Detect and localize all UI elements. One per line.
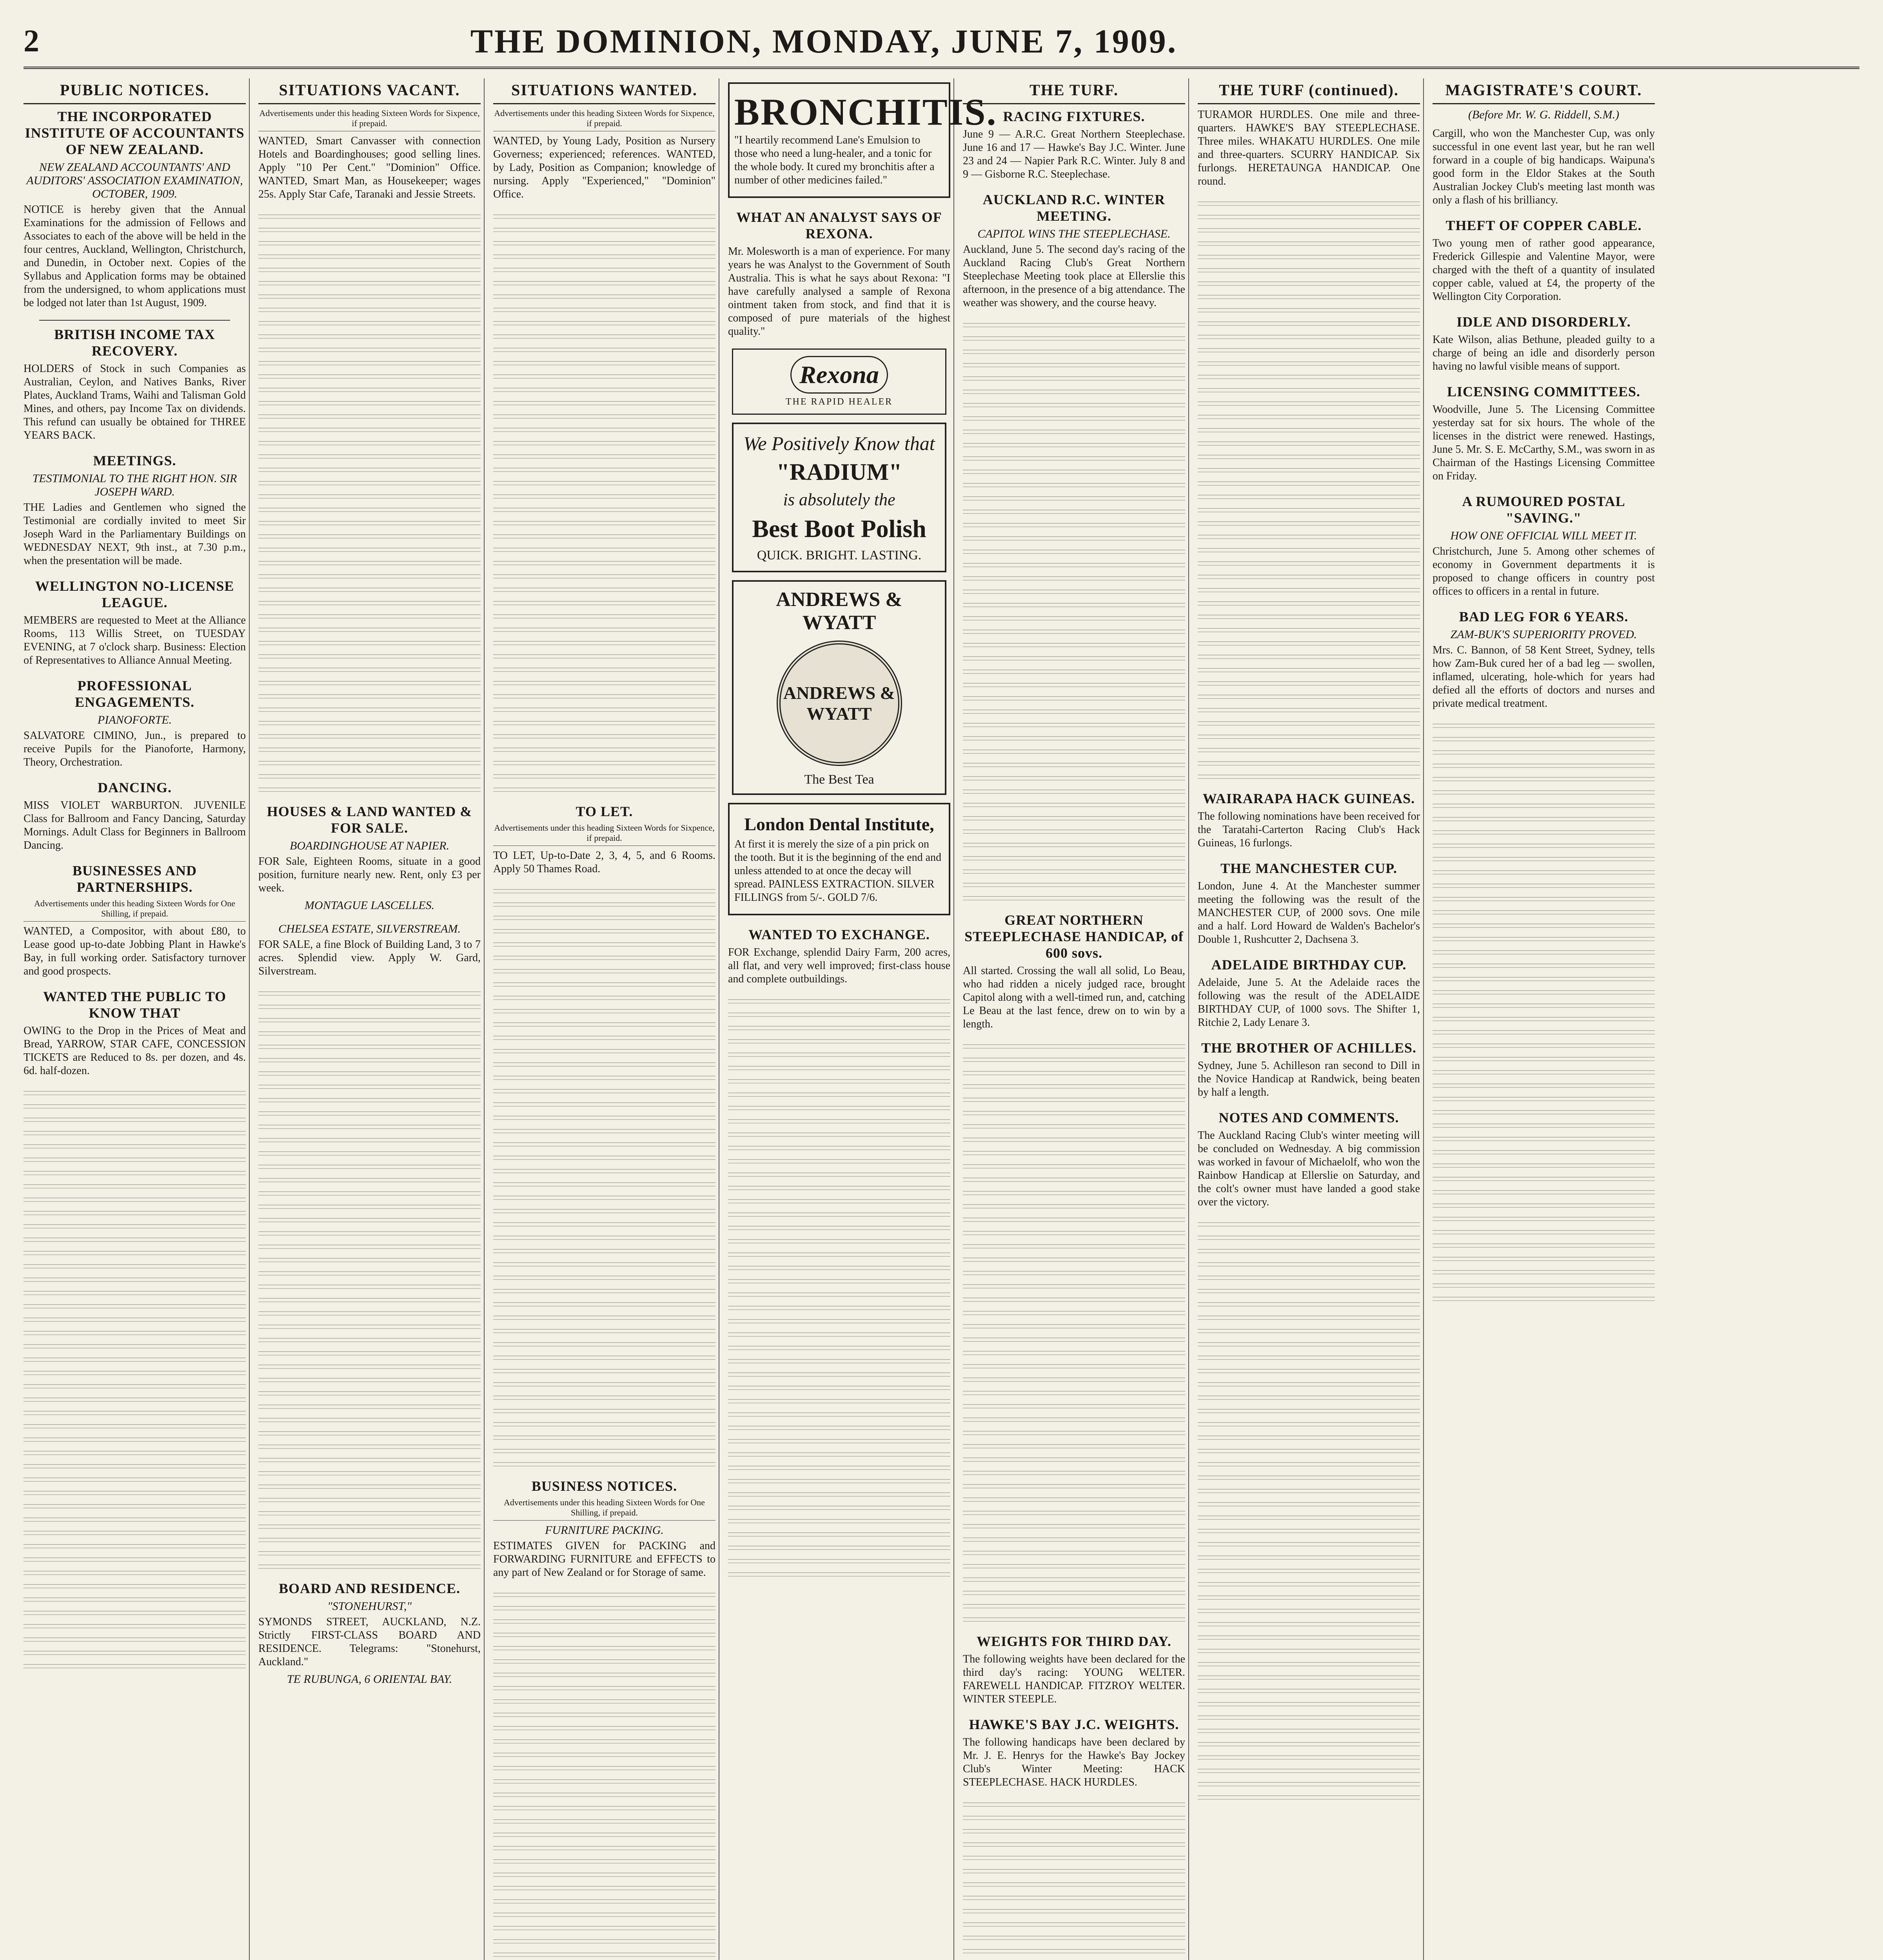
small-print [1198, 1219, 1420, 1807]
section-subtitle: MONTAGUE LASCELLES. [304, 899, 435, 912]
section-body: TURAMOR HURDLES. One mile and three-quarters. HAWKE'S BAY STEEPLECHASE. Three miles. WHAKATU HURDLES. One mile and three-quarters. SCURRY HANDICAP. Six furlongs. HERETAUNGA HANDICAP. One round. [1198, 109, 1420, 187]
section-title: HAWKE'S BAY J.C. WEIGHTS. [969, 1717, 1179, 1732]
section-body: Two young men of rather good appearance, Frederick Gillespie and Valentine Mayor, were charged with the theft of a quantity of insulated copper cable, valued at £4, the property of the Wellington City Corporation. [1433, 237, 1655, 303]
notice-body: OWING to the Drop in the Prices of Meat and Bread, YARROW, STAR CAFE, CONCESSION TICKETS are Reduced to 8s. per dozen, and 4s. 6d. half-dozen. [24, 1025, 246, 1077]
great-northern-steeplechase [963, 912, 1185, 1031]
ad-product: Best Boot Polish [752, 515, 926, 543]
adelaide-birthday-cup [1198, 956, 1420, 1029]
section-heading: PUBLIC NOTICES. [24, 78, 246, 104]
section-body: Kate Wilson, alias Bethune, pleaded guilty to a charge of being an idle and disorderly person having no lawful visible means of support. [1433, 334, 1655, 372]
section-title: TO LET. [576, 804, 633, 819]
section-title: DANCING. [97, 780, 172, 795]
section-body: Woodville, June 5. The Licensing Committee yesterday sat for six hours. The whole of the licenses in the district were renewed. Hastings, June 5. Mr. S. E. McCarthy, S.M., was sworn in as Chairman of the Hastings Licensing Committee on Friday. [1433, 403, 1655, 482]
notice-no-license-league [24, 578, 246, 667]
column-advertisements [728, 78, 997, 1960]
classified-body: WANTED, by Young Lady, Position as Nursery Governess; experienced; references. WANTED, by Lady, Position as Companion; knowledge of nursing. Apply "Experienced," "Dominion" Office. [493, 135, 715, 200]
small-print [493, 1590, 715, 1960]
small-print [258, 211, 481, 799]
section-title: IDLE AND DISORDERLY. [1456, 314, 1631, 330]
section-subtitle: PIANOFORTE. [97, 713, 172, 726]
seal-emblem: ANDREWS & WYATT [777, 641, 902, 766]
ad-brand: ANDREWS & WYATT [776, 588, 902, 634]
wairarapa-hack-guineas [1198, 790, 1420, 850]
small-print [963, 1041, 1185, 1629]
notice-star-cafe [24, 988, 246, 1078]
section-lead: Advertisements under this heading Sixteen Words for Sixpence, if prepaid. [258, 108, 481, 131]
to-let [493, 803, 715, 876]
board-residence [258, 1580, 481, 1686]
section-body: SALVATORE CIMINO, Jun., is prepared to receive Pupils for the Pianoforte, Harmony, Theory, Orchestration. [24, 730, 246, 768]
column-turf-continued [1198, 78, 1424, 1960]
section-subtitle: ZAM-BUK'S SUPERIORITY PROVED. [1450, 628, 1637, 641]
ad-london-dental [728, 803, 950, 915]
column-public-notices [24, 78, 250, 1960]
small-print [963, 1799, 1185, 1960]
column-turf [963, 78, 1189, 1960]
section-title: WANTED TO EXCHANGE. [748, 927, 930, 942]
notice-accountants [24, 108, 246, 310]
small-print [493, 886, 715, 1474]
hawkes-bay-weights [963, 1716, 1185, 1789]
small-print [728, 996, 950, 1584]
section-body: FOR Exchange, splendid Dairy Farm, 200 acres, all flat, and very well improved; first-class house and complete outbuildings. [728, 946, 950, 985]
chelsea-estate [258, 922, 481, 978]
small-print [963, 320, 1185, 908]
column-situations-vacant [258, 78, 485, 1960]
section-subtitle: CAPITOL WINS THE STEEPLECHASE. [977, 227, 1171, 240]
columns [24, 78, 1859, 1960]
section-subtitle: CHELSEA ESTATE, SILVERSTREAM. [278, 922, 461, 935]
notice-body: HOLDERS of Stock in such Companies as Australian, Ceylon, and Natives Banks, River Plates, Auckland Trams, Waihi and Talisman Gold Mines, and others, pay Income Tax on dividends. This refund can usually be obtained for THREE YEARS BACK. [24, 363, 246, 441]
wanted-to-exchange [728, 926, 950, 986]
section-title: THEFT OF COPPER CABLE. [1445, 218, 1642, 233]
section-body: The following nominations have been received for the Taratahi-Carterton Racing Club's Hack Guineas, 16 furlongs. [1198, 810, 1420, 849]
theft-copper-cable [1433, 217, 1655, 303]
article-title: WHAT AN ANALYST SAYS OF REXONA. [736, 209, 942, 241]
professional-engagements [24, 677, 246, 769]
ad-body: "I heartily recommend Lane's Emulsion to those who need a lung-healer, and a tonic for the whole body. It cured my bronchitis after a number of other medicines failed." [734, 134, 935, 186]
section-body: All started. Crossing the wall all solid, Lo Beau, who had ridden a nicely judged race, brought Capitol along with a well-timed run, and, catching Le Beau at the last fence, drew on to win by a length. [963, 965, 1185, 1030]
zam-buk-article [1433, 608, 1655, 710]
section-body: Christchurch, June 5. Among other schemes of economy in Government departments it is proposed to change officers in country post offices to officers in a rental in future. [1433, 545, 1655, 597]
section-heading: SITUATIONS VACANT. [258, 78, 481, 104]
section-subtitle: FURNITURE PACKING. [545, 1524, 664, 1537]
ad-rexona [732, 348, 946, 415]
dancing-section [24, 779, 246, 852]
meetings-subtitle: TESTIMONIAL TO THE RIGHT HON. SIR JOSEPH WARD. [32, 472, 237, 498]
masthead [24, 16, 1859, 69]
section-title: NOTES AND COMMENTS. [1218, 1110, 1399, 1125]
page-number: 2 [24, 24, 39, 58]
notice-body: MEMBERS are requested to Meet at the Alliance Rooms, 113 Willis Street, on TUESDAY EVENING, at 7 o'clock sharp. Business: Election of Representatives to Alliance Annual Meeting. [24, 614, 246, 666]
rexona-tagline: THE RAPID HEALER [785, 397, 893, 407]
section-subtitle: TE RUBUNGA, 6 ORIENTAL BAY. [287, 1673, 452, 1686]
meetings-section [24, 452, 246, 568]
section-body: London, June 4. At the Manchester summer meeting the following was the result of the MANCHESTER CUP, of 2000 sovs. One mile and a half. Lord Howard de Walden's Bachelor's Double 1, Rushcutter 2, Dachsena 3. [1198, 880, 1420, 946]
ad-brand: "RADIUM" [776, 459, 902, 485]
section-body: Cargill, who won the Manchester Cup, was only successful in one event last year, but he ran well forward in a couple of big handicaps. Waipuna's good form in the Eldor Stakes at the South Australian Jockey Club's meeting last month was only a flash of his brilliancy. [1433, 127, 1655, 206]
classified-body: WANTED, Smart Canvasser with connection Hotels and Boardinghouses; good selling lines. Apply "10 Per Cent." "Dominion" Office. WANTED, Smart Man, as Housekeeper; wages 25s. Apply Star Cafe, Taranaki and Jessie Streets. [258, 135, 481, 200]
divider [39, 320, 230, 321]
section-lead: Advertisements under this heading Sixteen Words for One Shilling, if prepaid. [24, 898, 246, 922]
section-title: BOARD AND RESIDENCE. [278, 1581, 461, 1596]
section-body: June 9 — A.R.C. Great Northern Steeplechase. June 16 and 17 — Hawke's Bay J.C. Winter. June 23 and 24 — Napier Park R.C. Winter. July 8 and 9 — Gisborne R.C. Steeplechase. [963, 128, 1185, 180]
small-print [1198, 198, 1420, 786]
section-title: WAIRARAPA HACK GUINEAS. [1202, 791, 1415, 806]
notes-and-comments [1198, 1109, 1420, 1209]
section-body: The following handicaps have been declared by Mr. J. E. Henrys for the Hawke's Bay Jockey Club's Winter Meeting: HACK STEEPLECHASE. HACK HURDLES. [963, 1736, 1185, 1788]
section-title: BUSINESS NOTICES. [531, 1478, 677, 1494]
section-body: Auckland, June 5. The second day's racing of the Auckland Racing Club's Great Northern Steeplechase Meeting took place at Ellerslie this afternoon, in the presence of a big attendance. The weather was showery, and the course heavy. [963, 243, 1185, 309]
section-title: BAD LEG FOR 6 YEARS. [1459, 609, 1629, 624]
newspaper-title: THE DOMINION, MONDAY, JUNE 7, 1909. [470, 22, 1178, 60]
licensing-committees [1433, 383, 1655, 483]
section-body: The Auckland Racing Club's winter meeting will be concluded on Wednesday. A big commission was worked in favour of Michaelolf, who won the Rainbow Handicap at Ellerslie on Saturday, and the colt's owner must have landed a good stake over the victory. [1198, 1129, 1420, 1208]
ad-line: We Positively Know that [743, 432, 935, 454]
ad-radium-boot-polish [732, 423, 946, 572]
section-subtitle: (Before Mr. W. G. Riddell, S.M.) [1468, 108, 1620, 121]
section-body: MISS VIOLET WARBURTON. JUVENILE Class for Ballroom and Fancy Dancing, Saturday Mornings. Adult Class for Beginners in Ballroom Dancing. [24, 799, 246, 851]
notice-income-tax [24, 326, 246, 442]
ad-tagline: The Best Tea [804, 772, 874, 787]
business-notices [493, 1478, 715, 1579]
section-body: FOR Sale, Eighteen Rooms, situate in a good position, furniture nearly new. Rent, only £3 per week. [258, 855, 481, 894]
section-title: HOUSES & LAND WANTED & FOR SALE. [267, 804, 472, 836]
article-body: Mr. Molesworth is a man of experience. For many years he was Analyst to the Government of South Australia. This is what he says about Rexona: "I have carefully analysed a sample of Rexona ointment taken from stock, and find that it is composed of pure materials of the highest quality." [728, 245, 950, 338]
section-title: WEIGHTS FOR THIRD DAY. [977, 1633, 1171, 1649]
section-heading: THE TURF (continued). [1198, 78, 1420, 104]
section-body: Mrs. C. Bannon, of 58 Kent Street, Sydney, tells how Zam-Buk cured her of a bad leg — swollen, inflamed, ulcerating, hole-which for years had defied all the efforts of doctors and nurses and private medical treatment. [1433, 644, 1655, 710]
ad-body: At first it is merely the size of a pin prick on the tooth. But it is the beginning of the end and unless attended to at once the decay will spread. PAINLESS EXTRACTION. SILVER FILLINGS from 5/-. GOLD 7/6. [734, 838, 942, 904]
notice-body: NOTICE is hereby given that the Annual Examinations for the admission of Fellows and Associates to each of the above will be held in the four centres, Auckland, Wellington, Christchurch, and Dunedin, in October next. Copies of the Syllabus and Application forms may be obtained from the undersigned, to whom applications must be lodged not later than 1st August, 1909. [24, 203, 246, 309]
section-title: PROFESSIONAL ENGAGEMENTS. [74, 678, 195, 710]
section-subtitle: "STONEHURST," [327, 1600, 412, 1613]
rexona-logo: Rexona [790, 356, 888, 394]
brother-of-achilles [1198, 1040, 1420, 1099]
notice-title: THE INCORPORATED INSTITUTE OF ACCOUNTANTS OF NEW ZEALAND. [25, 109, 245, 157]
weights-third-day [963, 1633, 1185, 1706]
notice-subtitle: NEW ZEALAND ACCOUNTANTS' AND AUDITORS' ASSOCIATION EXAMINATION, OCTOBER, 1909. [26, 161, 243, 200]
section-title: AUCKLAND R.C. WINTER MEETING. [982, 192, 1166, 224]
section-title: THE BROTHER OF ACHILLES. [1201, 1040, 1416, 1056]
postal-saving [1433, 493, 1655, 598]
section-body: Adelaide, June 5. At the Adelaide races the following was the result of the ADELAIDE BIRTHDAY CUP, of 1000 sovs. The Shifter 1, Ritchie 2, Lady Lenare 3. [1198, 976, 1420, 1029]
article-rexona-analyst [728, 209, 950, 338]
section-title: LICENSING COMMITTEES. [1447, 384, 1641, 399]
section-lead: Advertisements under this heading Sixteen Words for Sixpence, if prepaid. [493, 823, 715, 846]
section-lead: Advertisements under this heading Sixteen Words for Sixpence, if prepaid. [493, 108, 715, 131]
ad-headline: BRONCHITIS. [734, 91, 997, 133]
idle-disorderly [1433, 314, 1655, 373]
section-lead: Advertisements under this heading Sixteen Words for One Shilling, if prepaid. [493, 1497, 715, 1521]
section-heading: MAGISTRATE'S COURT. [1433, 78, 1655, 104]
auckland-winter-meeting [963, 191, 1185, 310]
notice-title: WELLINGTON NO-LICENSE LEAGUE. [35, 578, 234, 610]
racing-fixtures [963, 108, 1185, 181]
section-title: THE MANCHESTER CUP. [1220, 860, 1397, 876]
notice-title: WANTED THE PUBLIC TO KNOW THAT [43, 989, 227, 1021]
ad-slogan: QUICK. BRIGHT. LASTING. [757, 548, 922, 563]
notice-title: BRITISH INCOME TAX RECOVERY. [54, 327, 215, 359]
small-print [493, 211, 715, 799]
section-body: ESTIMATES GIVEN for PACKING and FORWARDING FURNITURE and EFFECTS to any part of New Zealand or for Storage of same. [493, 1540, 715, 1579]
section-body: Sydney, June 5. Achilleson ran second to Dill in the Novice Handicap at Randwick, being beaten by half a length. [1198, 1060, 1420, 1098]
section-subtitle: BOARDINGHOUSE AT NAPIER. [290, 839, 449, 852]
ad-headline: London Dental Institute, [744, 814, 934, 834]
section-heading: THE TURF. [963, 78, 1185, 104]
ad-line: is absolutely the [783, 490, 895, 509]
column-situations-wanted [493, 78, 719, 1960]
small-print [1433, 720, 1655, 1308]
section-body: SYMONDS STREET, AUCKLAND, N.Z. Strictly FIRST-CLASS BOARD AND RESIDENCE. Telegrams: "Stonehurst, Auckland." [258, 1616, 481, 1668]
meetings-body: THE Ladies and Gentlemen who signed the Testimonial are cordially invited to meet Sir Joseph Ward in the Parliamentary Buildings on WEDNESDAY NEXT, 9th inst., at 7.30 p.m., when the presentation will be made. [24, 501, 246, 567]
section-body: WANTED, a Compositor, with about £80, to Lease good up-to-date Jobbing Plant in Hawke's Bay, in full working order. Satisfactory turnover and good prospects. [24, 925, 246, 977]
section-title: RACING FIXTURES. [1003, 109, 1145, 124]
section-body: TO LET, Up-to-Date 2, 3, 4, 5, and 6 Rooms. Apply 50 Thames Road. [493, 849, 715, 875]
column-magistrates-court [1433, 78, 1658, 1960]
small-print [258, 988, 481, 1576]
manchester-cup [1198, 860, 1420, 946]
section-body: The following weights have been declared for the third day's racing: YOUNG WELTER. FAREWELL HANDICAP. FITZROY WELTER. WINTER STEEPLE. [963, 1653, 1185, 1705]
houses-land [258, 803, 481, 912]
section-title: BUSINESSES AND PARTNERSHIPS. [72, 863, 197, 895]
section-heading: SITUATIONS WANTED. [493, 78, 715, 104]
section-title: A RUMOURED POSTAL "SAVING." [1462, 494, 1625, 526]
section-title: ADELAIDE BIRTHDAY CUP. [1211, 957, 1407, 973]
businesses-partnerships [24, 862, 246, 978]
section-subtitle: HOW ONE OFFICIAL WILL MEET IT. [1450, 529, 1637, 542]
ad-andrews-wyatt [732, 580, 946, 795]
meetings-title: MEETINGS. [93, 453, 176, 468]
section-body: FOR SALE, a fine Block of Building Land, 3 to 7 acres. Splendid view. Apply W. Gard, Silverstream. [258, 938, 481, 977]
small-print [24, 1088, 246, 1676]
section-title: GREAT NORTHERN STEEPLECHASE HANDICAP, of 600 sovs. [964, 912, 1184, 961]
ad-bronchitis [728, 82, 997, 198]
